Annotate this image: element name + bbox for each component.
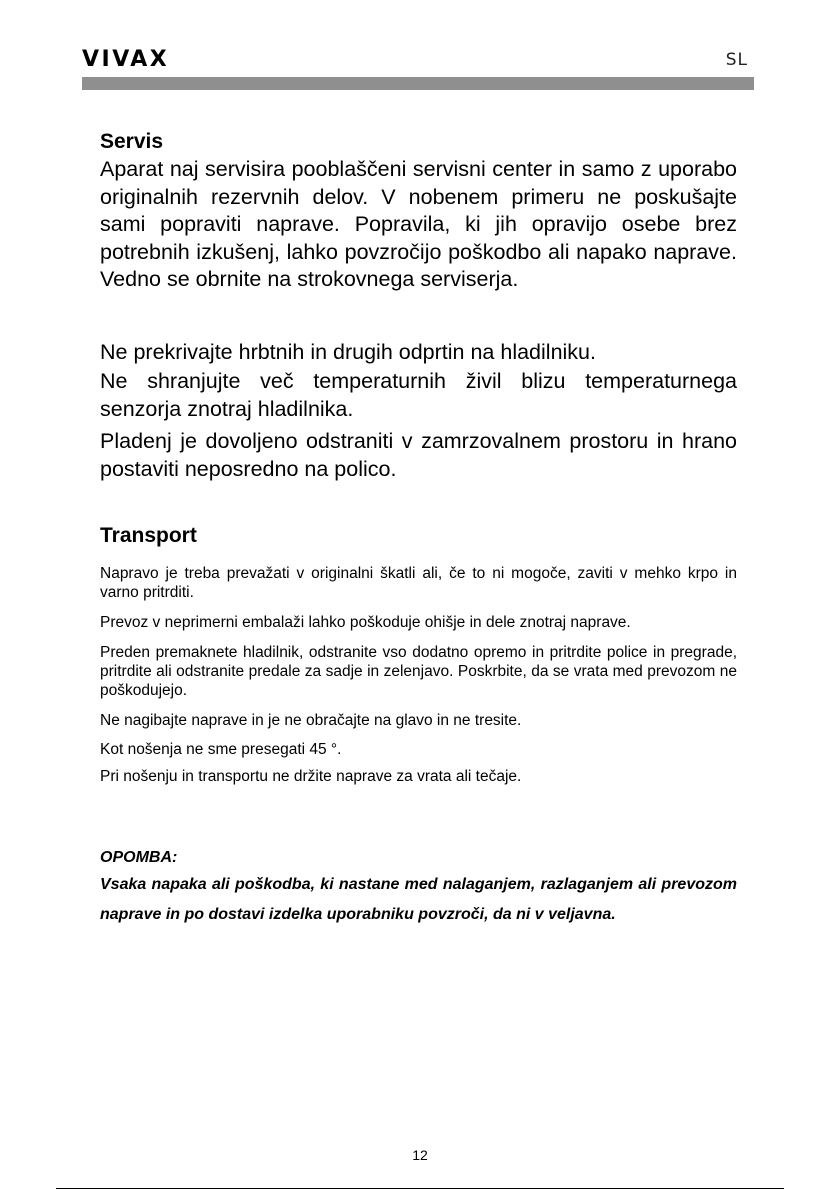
servis-line: Pladenj je dovoljeno odstraniti v zamrzovalnem prostoru in hrano postaviti neposredno na polico. (100, 429, 737, 481)
footer-divider (56, 1188, 784, 1189)
note-text: Vsaka napaka ali poškodba, ki nastane med nalaganjem, razlaganjem ali prevozom naprave in po dostavi izdelka uporabniku povzroči, da ni v veljavna. (100, 876, 737, 923)
transport-item: Prevoz v neprimerni embalaži lahko poškoduje ohišje in dele znotraj naprave. (100, 614, 631, 631)
transport-item: Ne nagibajte naprave in je ne obračajte na glavo in ne tresite. (100, 712, 522, 729)
language-code: SL (725, 50, 748, 70)
page-number: 12 (412, 1147, 428, 1163)
servis-paragraph: Aparat naj servisira pooblaščeni servisni center in samo z uporabo originalnih rezervnih delov. V nobenem primeru ne poskušajte sami popraviti naprave. Popravila, ki jih opravijo osebe brez potrebnih izkušenj, lahko povzročijo poškodbo ali napako naprave. Vedno se obrnite na strokovnega serviserja. (100, 157, 737, 291)
note-title: OPOMBA: (100, 849, 178, 866)
header-bar (82, 77, 754, 90)
section-heading-servis: Servis (100, 130, 164, 153)
servis-line: Ne shranjujte več temperaturnih živil blizu temperaturnega senzorja znotraj hladilnika. (100, 369, 737, 421)
transport-item: Napravo je treba prevažati v originalni škatli ali, če to ni mogoče, zaviti v mehko krpo in varno pritrditi. (100, 565, 737, 601)
section-heading-transport: Transport (100, 524, 197, 547)
transport-item: Preden premaknete hladilnik, odstranite vso dodatno opremo in pritrdite police in pregrade, pritrdite ali odstranite predale za sadje in zelenjavo. Poskrbite, da se vrata med prevozom ne poškodujejo. (100, 644, 737, 699)
transport-item: Pri nošenju in transportu ne držite naprave za vrata ali tečaje. (100, 768, 522, 785)
servis-line: Ne prekrivajte hrbtnih in drugih odprtin na hladilniku. (100, 340, 596, 364)
transport-item: Kot nošenja ne sme presegati 45 °. (100, 741, 342, 758)
brand-logo: VIVAX (82, 47, 170, 72)
